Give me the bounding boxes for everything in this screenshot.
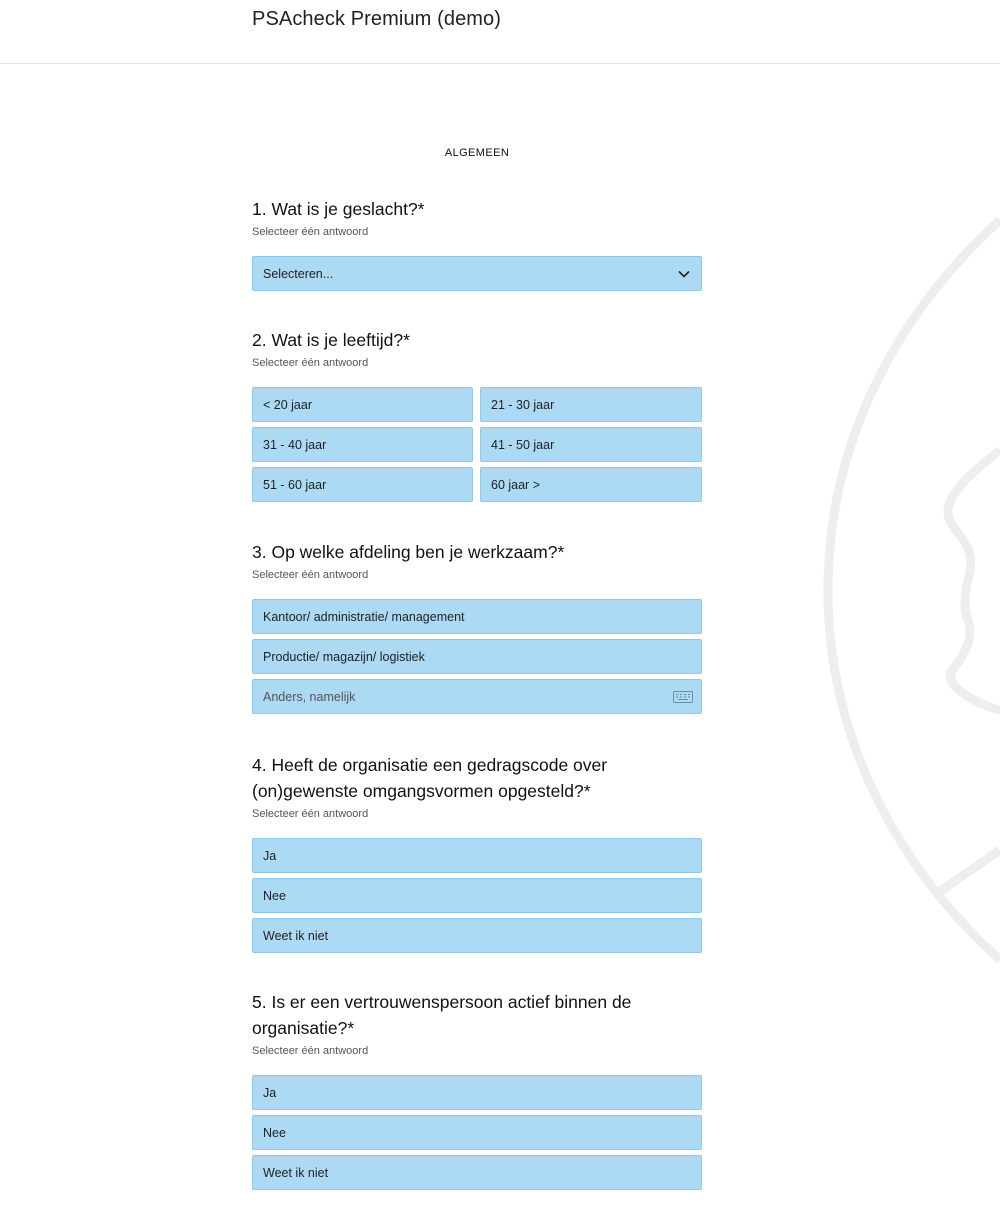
option-age-41-50[interactable] xyxy=(480,427,702,462)
app-title: PSAcheck Premium (demo) xyxy=(252,8,502,30)
option-label: Productie/ magazijn/ logistiek xyxy=(263,649,425,664)
option-age-over-60[interactable] xyxy=(480,467,702,502)
option-advisor-no[interactable] xyxy=(252,1115,702,1150)
keyboard-icon xyxy=(673,691,693,703)
option-label: Ja xyxy=(263,1085,277,1100)
top-bar xyxy=(0,0,1000,64)
option-label: Kantoor/ administratie/ management xyxy=(263,609,465,624)
option-label: Nee xyxy=(263,1125,286,1140)
other-department-input[interactable] xyxy=(263,690,691,704)
select-value: Selecteren... xyxy=(263,266,334,281)
option-age-under-20[interactable] xyxy=(252,387,473,422)
option-code-yes[interactable] xyxy=(252,838,702,873)
question-title: 5. Is er een vertrouwenspersoon actief binnen de organisatie?* xyxy=(252,992,632,1038)
option-label: < 20 jaar xyxy=(263,397,312,412)
question-hint: Selecteer één antwoord xyxy=(252,357,369,369)
chevron-down-icon xyxy=(677,267,691,281)
question-hint: Selecteer één antwoord xyxy=(252,808,369,820)
question-department xyxy=(252,539,702,719)
option-label: Nee xyxy=(263,888,286,903)
option-label: 21 - 30 jaar xyxy=(491,397,555,412)
option-code-unknown[interactable] xyxy=(252,918,702,953)
option-department-office[interactable] xyxy=(252,599,702,634)
question-hint: Selecteer één antwoord xyxy=(252,226,369,238)
option-advisor-unknown[interactable] xyxy=(252,1155,702,1190)
question-code-of-conduct xyxy=(252,752,702,958)
option-label: 31 - 40 jaar xyxy=(263,437,327,452)
option-age-21-30[interactable] xyxy=(480,387,702,422)
option-age-51-60[interactable] xyxy=(252,467,473,502)
question-title: 2. Wat is je leeftijd?* xyxy=(252,330,410,350)
option-age-31-40[interactable] xyxy=(252,427,473,462)
option-advisor-yes[interactable] xyxy=(252,1075,702,1110)
option-code-no[interactable] xyxy=(252,878,702,913)
section-title: ALGEMEEN xyxy=(444,147,510,159)
decorative-head-outline-icon xyxy=(780,150,1000,1030)
option-department-other[interactable] xyxy=(252,679,702,714)
option-label: Ja xyxy=(263,848,277,863)
gender-select[interactable] xyxy=(252,256,702,291)
question-title: 4. Heeft de organisatie een gedragscode over (on)gewenste omgangsvormen opgesteld?* xyxy=(252,755,608,801)
question-gender xyxy=(252,196,702,296)
option-label: Weet ik niet xyxy=(263,1165,329,1180)
option-label: 51 - 60 jaar xyxy=(263,477,327,492)
option-label: Weet ik niet xyxy=(263,928,329,943)
question-hint: Selecteer één antwoord xyxy=(252,1045,369,1057)
question-confidential-advisor xyxy=(252,989,702,1195)
option-label: 60 jaar > xyxy=(491,477,540,492)
question-hint: Selecteer één antwoord xyxy=(252,569,369,581)
question-title: 3. Op welke afdeling ben je werkzaam?* xyxy=(252,542,565,562)
question-title: 1. Wat is je geslacht?* xyxy=(252,199,425,219)
option-department-production[interactable] xyxy=(252,639,702,674)
question-age xyxy=(252,327,702,507)
option-label: 41 - 50 jaar xyxy=(491,437,555,452)
